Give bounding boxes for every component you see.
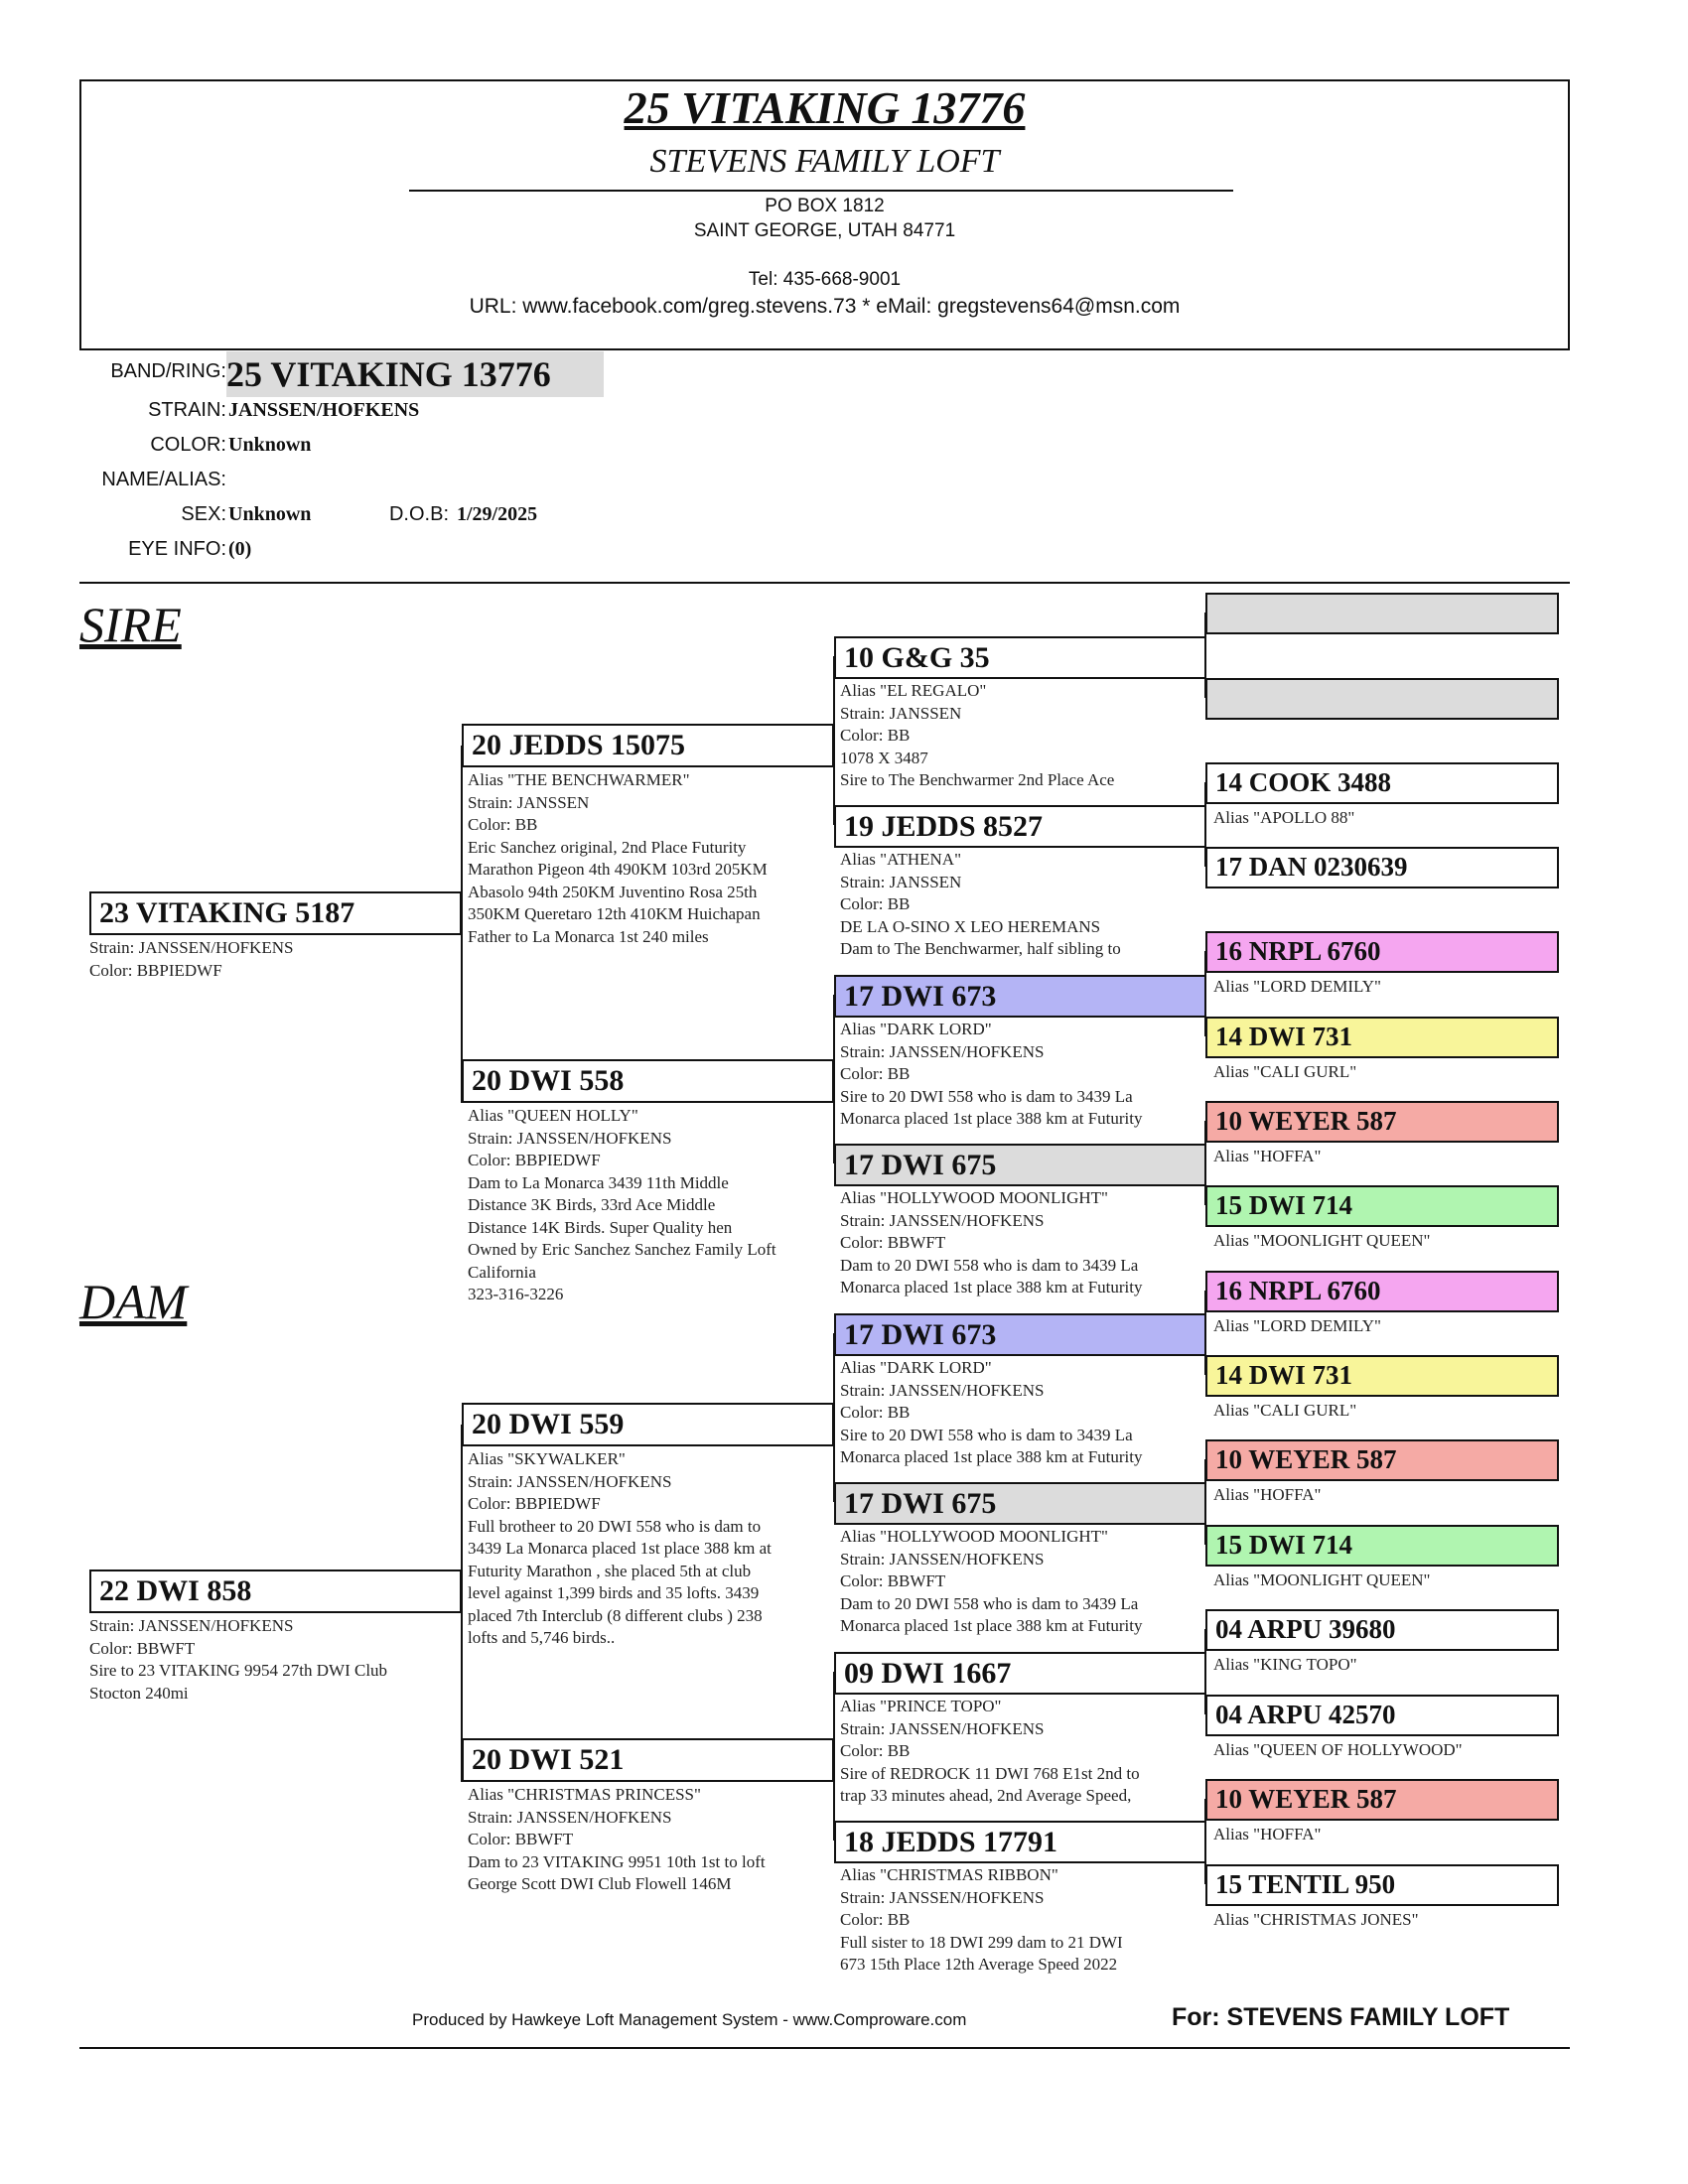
produced-by: Produced by Hawkeye Loft Management System - www.Comproware.com bbox=[412, 2010, 967, 2029]
gen2-dd-info: Alias "CHRISTMAS PRINCESS" Strain: JANSSEN/HOFKENS Color: BBWFT Dam to 23 VITAKING 9951 10th 1st to loft George Scott DWI Club Flowell 146M bbox=[468, 1785, 766, 1893]
gen2-ss-info: Alias "THE BENCHWARMER" Strain: JANSSEN Color: BB Eric Sanchez original, 2nd Place Futurity Marathon Pigeon 4th 490KM 103rd 205KM Abasolo 94th 250KM Juventino Rosa 25th 350KM Queretaro 12th 410KM Huichapan Father to La Monarca 1st 240 miles bbox=[468, 770, 768, 946]
gen2-dd-band: 20 DWI 521 bbox=[462, 1738, 834, 1782]
dob-value: 1/29/2025 bbox=[457, 503, 538, 525]
gen3-band: 10 G&G 35 bbox=[834, 636, 1206, 679]
gen4-band: 10 WEYER 587 bbox=[1205, 1779, 1559, 1821]
gen2-sd-info: Alias "QUEEN HOLLY" Strain: JANSSEN/HOFKENS Color: BBPIEDWF Dam to La Monarca 3439 11th Middle Distance 3K Birds, 33rd Ace Middle Distance 14K Birds. Super Quality hen Owned by Eric Sanchez Sanchez Family Loft California 323-316-3226 bbox=[468, 1106, 776, 1303]
gen4-band: 14 DWI 731 bbox=[1205, 1017, 1559, 1058]
gen4-alias: Alias "CALI GURL" bbox=[1213, 1062, 1357, 1081]
telephone: Tel: 435-668-9001 bbox=[748, 269, 902, 290]
address-line-1: PO BOX 1812 bbox=[765, 196, 885, 216]
sex-label: SEX: bbox=[181, 503, 226, 525]
gen4-alias bbox=[1213, 891, 1561, 915]
gen3-connector bbox=[833, 995, 835, 1163]
gen4-band: 15 DWI 714 bbox=[1205, 1185, 1559, 1227]
gen3-band: 18 JEDDS 17791 bbox=[834, 1821, 1206, 1863]
gen4-band: 14 COOK 3488 bbox=[1205, 762, 1559, 804]
page-title: 25 VITAKING 13776 bbox=[624, 82, 1026, 133]
gen4-connector bbox=[1204, 1799, 1206, 1884]
header-box bbox=[79, 79, 1570, 350]
gen4-connector bbox=[1204, 1629, 1206, 1714]
strain-label: STRAIN: bbox=[148, 399, 226, 421]
connector-dam bbox=[461, 1425, 463, 1782]
gen4-connector bbox=[1204, 782, 1206, 867]
connector-sire bbox=[461, 746, 463, 1103]
gen3-band: 09 DWI 1667 bbox=[834, 1652, 1206, 1695]
color-label: COLOR: bbox=[150, 434, 226, 456]
gen3-band: 17 DWI 673 bbox=[834, 1313, 1206, 1356]
gen3-info: Alias "DARK LORD" Strain: JANSSEN/HOFKENS Color: BB Sire to 20 DWI 558 who is dam to 3439 La Monarca placed 1st place 388 km at Futurity bbox=[840, 1020, 1143, 1128]
gen3-info: Alias "CHRISTMAS RIBBON" Strain: JANSSEN/HOFKENS Color: BB Full sister to 18 DWI 299 dam to 21 DWI 673 15th Place 12th Average Speed 2022 bbox=[840, 1865, 1123, 1974]
info-divider bbox=[79, 582, 1570, 584]
gen4-alias: Alias "HOFFA" bbox=[1213, 1147, 1322, 1165]
gen1-sire-info: Strain: JANSSEN/HOFKENS Color: BBPIEDWF bbox=[89, 938, 294, 980]
gen4-connector bbox=[1204, 1121, 1206, 1205]
gen4-band: 17 DAN 0230639 bbox=[1205, 847, 1559, 888]
gen4-connector bbox=[1204, 613, 1206, 698]
gen4-alias: Alias "LORD DEMILY" bbox=[1213, 1316, 1381, 1335]
gen3-band: 17 DWI 675 bbox=[834, 1144, 1206, 1186]
gen1-sire-band: 23 VITAKING 5187 bbox=[89, 891, 462, 935]
gen4-alias bbox=[1213, 723, 1561, 747]
eye-info-value: (0) bbox=[228, 538, 252, 560]
gen2-ss-band: 20 JEDDS 15075 bbox=[462, 724, 834, 767]
gen3-info: Alias "EL REGALO" Strain: JANSSEN Color: BB 1078 X 3487 Sire to The Benchwarmer 2nd Place Ace bbox=[840, 681, 1115, 789]
gen4-band: 10 WEYER 587 bbox=[1205, 1439, 1559, 1481]
gen3-info: Alias "HOLLYWOOD MOONLIGHT" Strain: JANSSEN/HOFKENS Color: BBWFT Dam to 20 DWI 558 who is dam to 3439 La Monarca placed 1st place 388 km at Futurity bbox=[840, 1527, 1143, 1635]
dob-label: D.O.B: bbox=[388, 503, 449, 525]
gen4-band: 15 TENTIL 950 bbox=[1205, 1864, 1559, 1906]
gen3-band: 19 JEDDS 8527 bbox=[834, 805, 1206, 848]
gen3-connector bbox=[833, 1672, 835, 1841]
gen3-band: 17 DWI 673 bbox=[834, 975, 1206, 1018]
sire-heading: SIRE bbox=[79, 597, 182, 652]
gen4-band bbox=[1205, 593, 1559, 634]
footer-divider bbox=[79, 2047, 1570, 2049]
gen2-ds-band: 20 DWI 559 bbox=[462, 1403, 834, 1446]
sex-value: Unknown bbox=[228, 503, 312, 525]
gen4-alias: Alias "HOFFA" bbox=[1213, 1825, 1322, 1843]
gen4-alias: Alias "APOLLO 88" bbox=[1213, 808, 1355, 827]
gen4-alias: Alias "CALI GURL" bbox=[1213, 1401, 1357, 1420]
gen4-alias: Alias "QUEEN OF HOLLYWOOD" bbox=[1213, 1740, 1463, 1759]
gen4-band: 10 WEYER 587 bbox=[1205, 1101, 1559, 1143]
gen4-alias bbox=[1213, 637, 1561, 661]
header-divider bbox=[409, 190, 1233, 192]
gen4-band: 04 ARPU 39680 bbox=[1205, 1609, 1559, 1651]
gen3-info: Alias "PRINCE TOPO" Strain: JANSSEN/HOFKENS Color: BB Sire of REDROCK 11 DWI 768 E1st 2nd to trap 33 minutes ahead, 2nd Average Speed, bbox=[840, 1697, 1140, 1805]
loft-name: STEVENS FAMILY LOFT bbox=[649, 143, 1000, 180]
gen4-band: 04 ARPU 42570 bbox=[1205, 1695, 1559, 1736]
gen4-band bbox=[1205, 678, 1559, 720]
gen4-band: 16 NRPL 6760 bbox=[1205, 1271, 1559, 1312]
gen2-ds-info: Alias "SKYWALKER" Strain: JANSSEN/HOFKENS Color: BBPIEDWF Full brotheer to 20 DWI 558 who is dam to 3439 La Monarca placed 1st place 388 km at Futurity Marathon , she placed 5th at club level against 1,399 birds and 35 lofts. 3439 placed 7th Interclub (8 different clubs ) 238 lofts and 5,746 birds.. bbox=[468, 1449, 772, 1647]
gen3-band: 17 DWI 675 bbox=[834, 1482, 1206, 1525]
gen4-alias: Alias "MOONLIGHT QUEEN" bbox=[1213, 1570, 1431, 1589]
dam-heading: DAM bbox=[79, 1274, 188, 1329]
gen3-info: Alias "ATHENA" Strain: JANSSEN Color: BB DE LA O-SINO X LEO HEREMANS Dam to The Benchwarmer, half sibling to bbox=[840, 850, 1121, 958]
gen3-info: Alias "HOLLYWOOD MOONLIGHT" Strain: JANSSEN/HOFKENS Color: BBWFT Dam to 20 DWI 558 who is dam to 3439 La Monarca placed 1st place 388 km at Futurity bbox=[840, 1188, 1143, 1297]
strain-value: JANSSEN/HOFKENS bbox=[228, 399, 420, 421]
name-alias-label: NAME/ALIAS: bbox=[101, 469, 226, 490]
gen4-alias: Alias "KING TOPO" bbox=[1213, 1655, 1357, 1674]
gen4-connector bbox=[1204, 951, 1206, 1036]
gen4-alias: Alias "CHRISTMAS JONES" bbox=[1213, 1910, 1419, 1929]
gen4-alias: Alias "HOFFA" bbox=[1213, 1485, 1322, 1504]
gen4-connector bbox=[1204, 1291, 1206, 1375]
gen4-alias: Alias "LORD DEMILY" bbox=[1213, 977, 1381, 996]
gen3-info: Alias "DARK LORD" Strain: JANSSEN/HOFKENS Color: BB Sire to 20 DWI 558 who is dam to 3439 La Monarca placed 1st place 388 km at Futurity bbox=[840, 1358, 1143, 1466]
gen4-connector bbox=[1204, 1459, 1206, 1545]
gen4-alias: Alias "MOONLIGHT QUEEN" bbox=[1213, 1231, 1431, 1250]
gen1-dam-band: 22 DWI 858 bbox=[89, 1570, 462, 1613]
band-label: BAND/RING: bbox=[110, 360, 226, 382]
gen3-connector bbox=[833, 656, 835, 825]
gen2-sd-band: 20 DWI 558 bbox=[462, 1059, 834, 1103]
for-loft: For: STEVENS FAMILY LOFT bbox=[1172, 2003, 1510, 2031]
gen4-band: 15 DWI 714 bbox=[1205, 1525, 1559, 1567]
band-value: 25 VITAKING 13776 bbox=[226, 351, 604, 397]
gen4-band: 16 NRPL 6760 bbox=[1205, 931, 1559, 973]
gen4-band: 14 DWI 731 bbox=[1205, 1355, 1559, 1397]
address-line-2: SAINT GEORGE, UTAH 84771 bbox=[693, 220, 956, 241]
color-value: Unknown bbox=[228, 434, 312, 456]
gen1-dam-info: Strain: JANSSEN/HOFKENS Color: BBWFT Sire to 23 VITAKING 9954 27th DWI Club Stocton 240mi bbox=[89, 1616, 388, 1703]
eye-info-label: EYE INFO: bbox=[128, 538, 226, 560]
gen3-connector bbox=[833, 1333, 835, 1502]
contact-line: URL: www.facebook.com/greg.stevens.73 * eMail: gregstevens64@msn.com bbox=[469, 295, 1181, 318]
